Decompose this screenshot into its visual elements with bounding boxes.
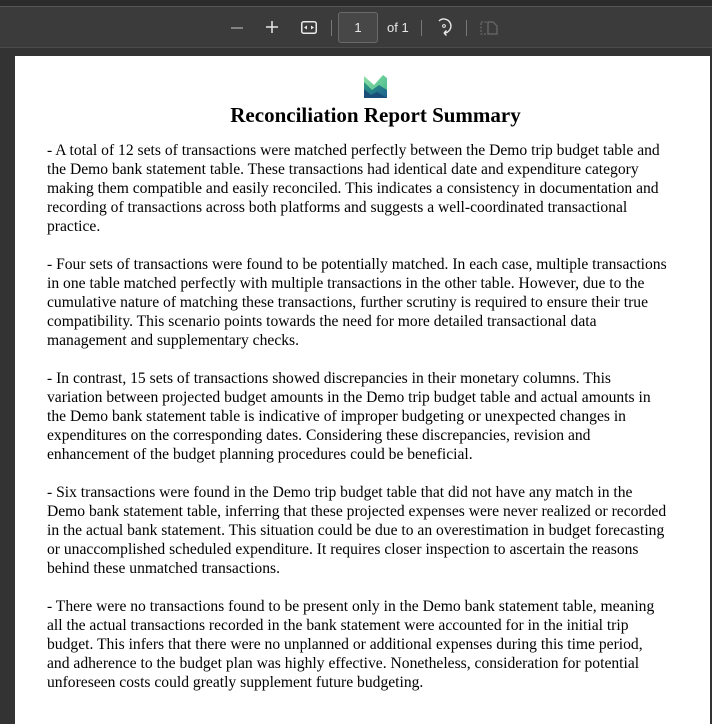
paragraph-discrepancies: - In contrast, 15 sets of transactions showed discrepancies in their monetary columns. This variation between projected budget amounts in the Demo trip budget table and actual amounts in the Demo bank statement table is indicative of improper budgeting or unexpected changes in expenditures on the corresponding dates. Considering these discrepancies, revision and enhancement of the budget planning procedures could be beneficial.: [47, 370, 651, 463]
document-title: Reconciliation Report Summary: [230, 103, 521, 127]
zoom-out-button[interactable]: [228, 17, 246, 39]
fit-to-width-button[interactable]: [301, 21, 317, 34]
pdf-toolbar: [0, 7, 712, 48]
page-number-input[interactable]: 1: [338, 12, 378, 43]
window-top-strip: [0, 0, 712, 7]
zoom-in-button[interactable]: [263, 16, 281, 38]
toolbar-divider: [466, 20, 467, 36]
document-body: [47, 141, 667, 711]
paragraph-budget-only: - Six transactions were found in the Demo trip budget table that did not have any match in the Demo bank statement table, inferring that these projected expenses were never realized or recorded in the actual bank statement. This situation could be due to an overestimation in budget forecasting or unaccomplished scheduled expenditure. It requires closer inspection to ascertain the reasons behind these unmatched transactions.: [47, 484, 667, 577]
minus-icon: [230, 21, 244, 35]
toolbar-divider: [331, 20, 332, 36]
paragraph-potential-matches: - Four sets of transactions were found to be potentially matched. In each case, multiple transactions in one table matched perfectly with multiple transactions in the other table. However, due to the cumulative nature of matching these transactions, further scrutiny is required to ensure their true compatibility. This scenario points towards the need for more detailed transactional data management and supplementary checks.: [47, 256, 667, 349]
toolbar-divider: [421, 20, 422, 36]
rotate-button[interactable]: [435, 17, 453, 37]
fit-width-icon: [301, 21, 317, 34]
paragraph-perfect-matches: - A total of 12 sets of transactions were matched perfectly between the Demo trip budget table and the Demo bank statement table. These transactions had identical date and expenditure category making them compatible and easily reconciled. This indicates a consistency in documentation and recording of transactions across both platforms and suggests a well-coordinated transactional practice.: [47, 142, 660, 235]
page-count-label: of 1: [387, 20, 409, 35]
two-page-view-button[interactable]: [480, 19, 498, 35]
pdf-page: [15, 56, 710, 724]
rotate-icon: [435, 17, 453, 37]
plus-icon: [265, 20, 279, 34]
paragraph-bank-only: - There were no transactions found to be present only in the Demo bank statement table, meaning all the actual transactions recorded in the bank statement were accounted for in the initial trip budget. This infers that there were no unplanned or additional expenses during this time period, and adherence to the budget plan was highly effective. Nonetheless, consideration for potential unforeseen costs could greatly supplement future budgeting.: [47, 598, 655, 691]
app-logo-icon: [363, 73, 389, 99]
two-page-view-icon: [480, 19, 498, 35]
